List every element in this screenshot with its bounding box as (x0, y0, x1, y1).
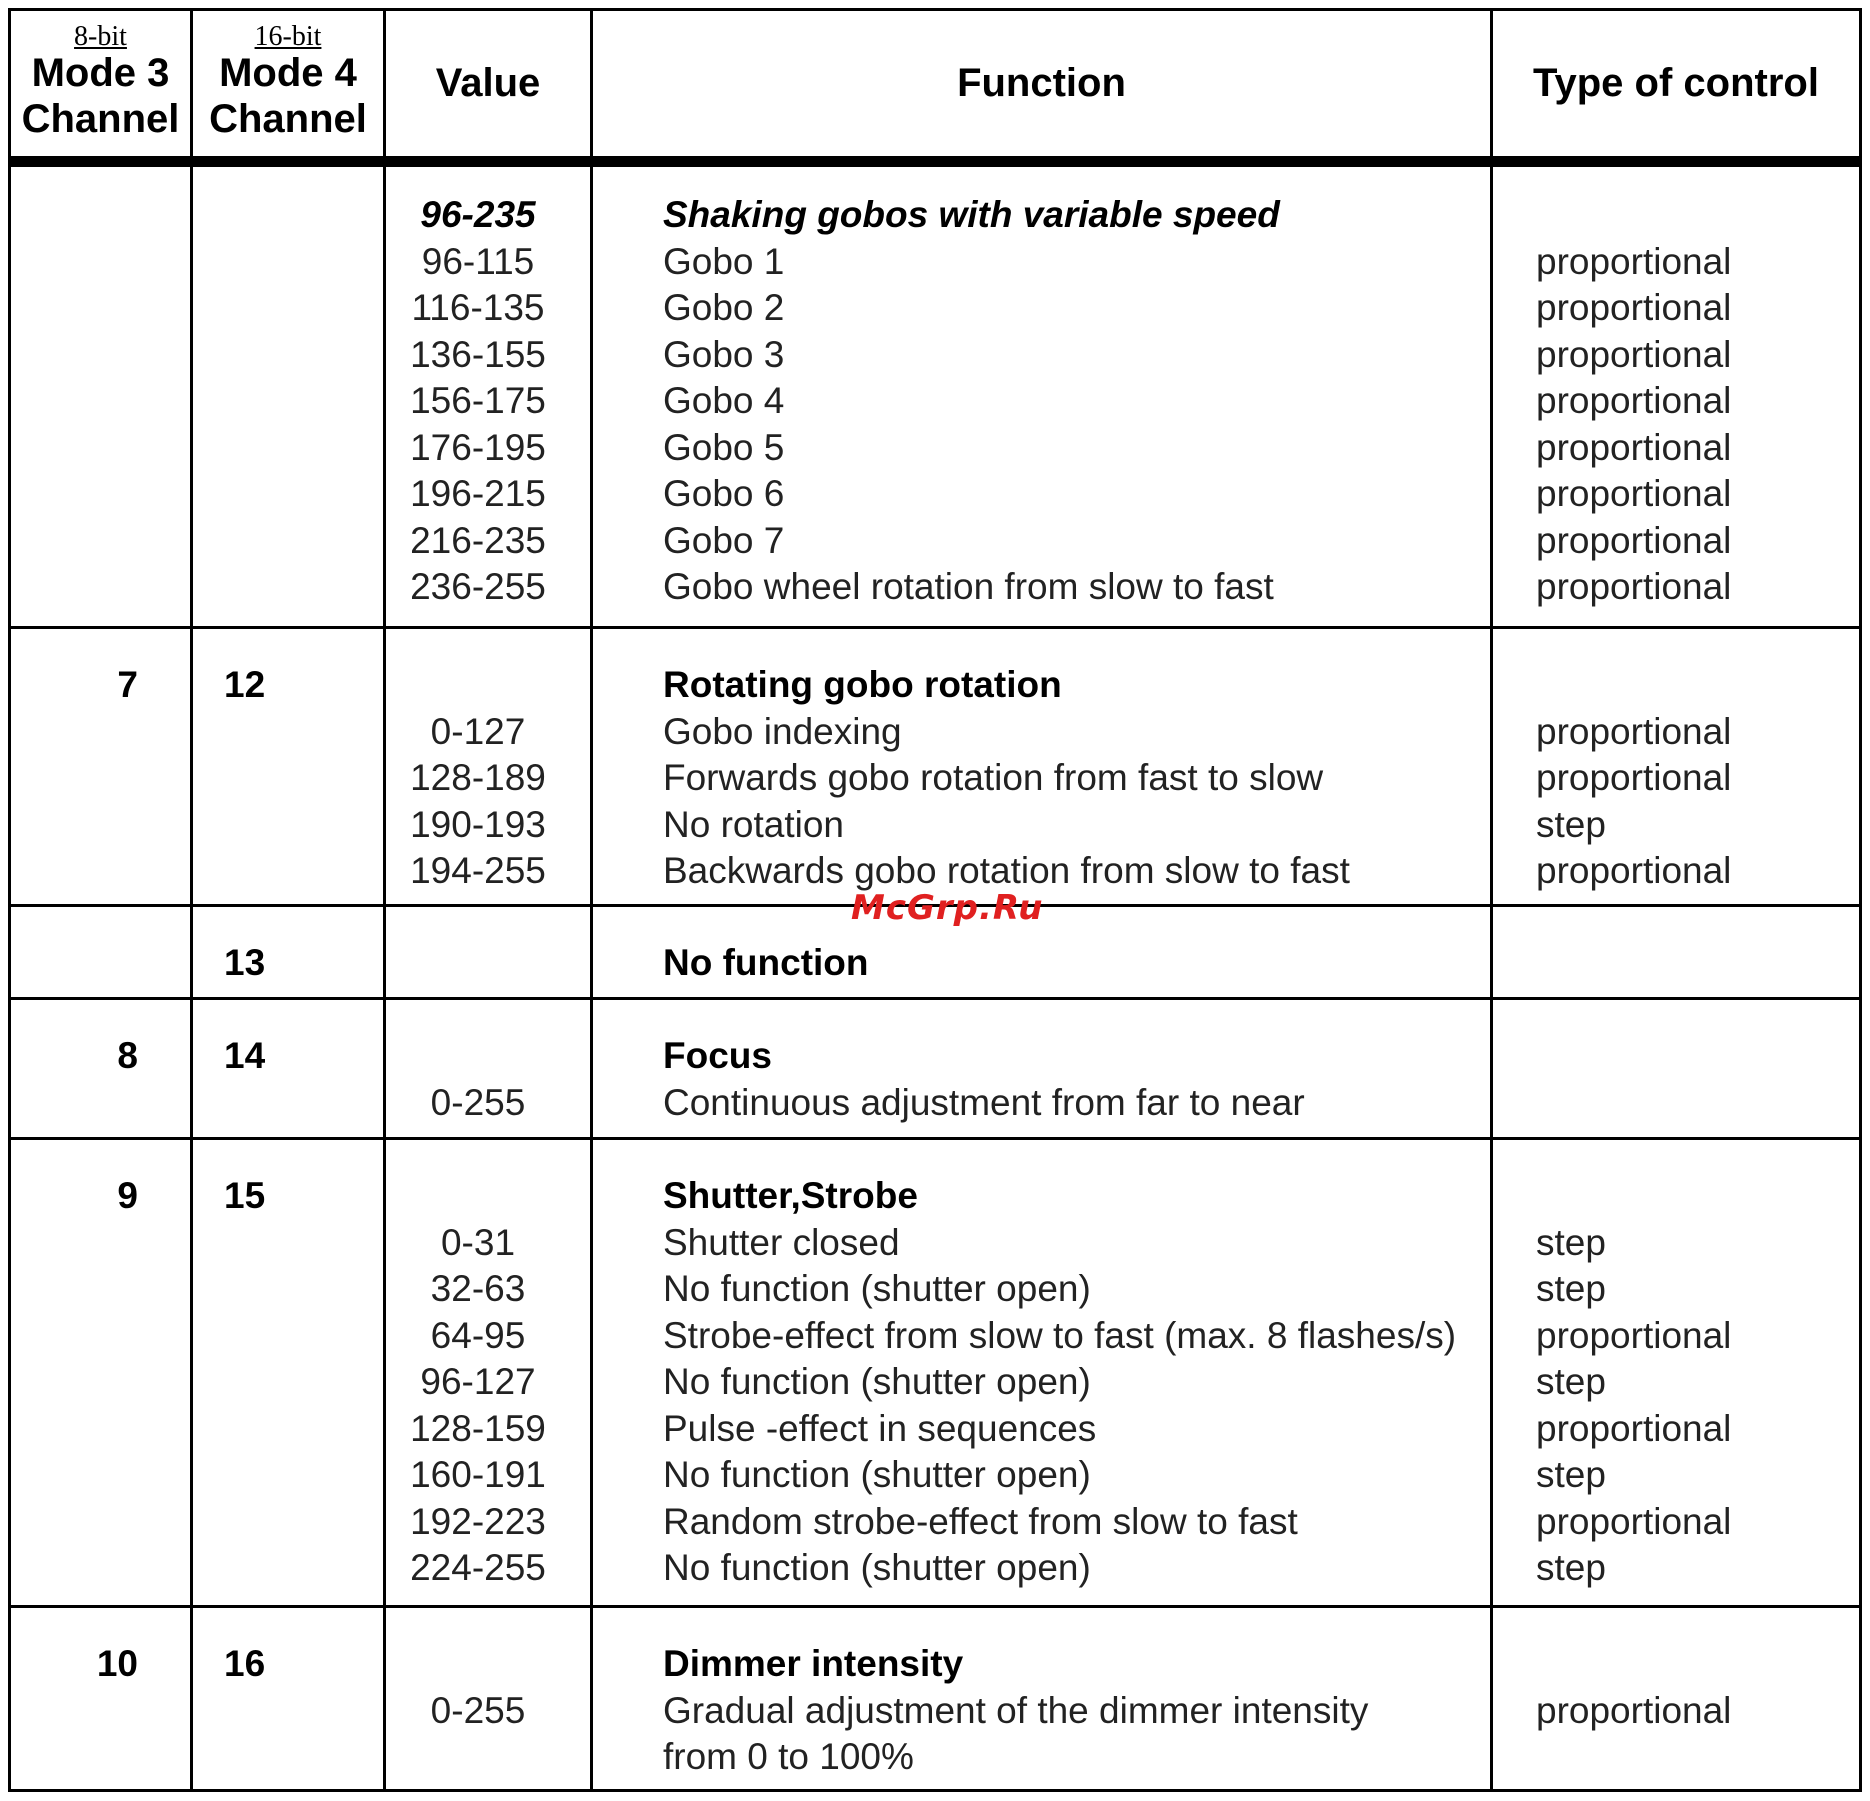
function-heading: Dimmer intensity (663, 1643, 964, 1684)
table-border-bottom (8, 1789, 1862, 1792)
header-mode3-channel (11, 8, 190, 158)
mode4-channel-number: 14 (224, 1035, 266, 1076)
value-range: 96-115 (421, 240, 535, 282)
control-type: proportional (1536, 426, 1732, 468)
mode4-channel-number: 12 (224, 664, 266, 705)
control-type: step (1536, 1268, 1606, 1309)
header-mode3-title: Mode 3 (31, 51, 170, 95)
table-border-left (8, 8, 11, 1792)
function-description: No rotation (663, 803, 844, 845)
header-type-of-control (1493, 8, 1859, 158)
column-divider (190, 8, 193, 1792)
header-channel-label: Channel (21, 97, 180, 141)
value-range: 64-95 (430, 1314, 526, 1356)
function-description: Gobo 4 (663, 380, 785, 421)
control-type: proportional (1536, 287, 1732, 328)
function-description: Gobo indexing (663, 710, 902, 752)
value-range: 96-235 (420, 194, 536, 235)
function-description: Gobo 3 (663, 333, 785, 375)
function-description: Gobo 2 (663, 287, 785, 328)
control-type: proportional (1536, 380, 1732, 421)
value-range: 0-31 (440, 1221, 516, 1263)
control-type: step (1536, 1221, 1606, 1263)
control-type: proportional (1536, 850, 1732, 891)
mode3-channel-number: 7 (117, 664, 138, 705)
dmx-channel-table (8, 8, 1862, 1792)
value-range: 116-135 (411, 287, 545, 328)
header-channel-label: Channel (209, 97, 367, 141)
control-type: proportional (1536, 566, 1732, 607)
header-function-label: Function (957, 61, 1126, 105)
function-heading: Shaking gobos with variable speed (663, 194, 1280, 235)
control-type: step (1536, 1454, 1606, 1495)
value-range: 176-195 (410, 426, 546, 468)
header-8bit-label: 8-bit (74, 21, 127, 52)
control-type: proportional (1536, 240, 1732, 282)
control-type: proportional (1536, 1500, 1732, 1542)
header-value (386, 8, 590, 158)
value-range: 216-235 (410, 519, 546, 561)
value-range: 0-127 (430, 710, 526, 752)
value-range: 236-255 (410, 566, 546, 607)
value-range: 128-189 (410, 757, 546, 798)
function-heading: No function (663, 942, 869, 983)
control-type: proportional (1536, 1689, 1732, 1731)
function-description: Gobo 5 (663, 426, 785, 468)
value-range: 190-193 (410, 803, 546, 845)
header-mode4-title: Mode 4 (219, 51, 357, 95)
value-range: 196-215 (410, 473, 546, 514)
function-description: from 0 to 100% (663, 1736, 914, 1777)
column-divider (1490, 8, 1493, 1792)
header-16bit-label: 16-bit (254, 21, 322, 52)
value-range: 156-175 (410, 380, 546, 421)
function-description: Gobo 1 (663, 240, 785, 282)
control-type: proportional (1536, 333, 1732, 375)
value-range: 96-127 (420, 1361, 536, 1402)
function-description: Random strobe-effect from slow to fast (663, 1500, 1298, 1542)
row-divider (8, 997, 1862, 1000)
function-description: Continuous adjustment from far to near (663, 1081, 1305, 1123)
value-range: 0-255 (430, 1689, 526, 1731)
function-description: Gobo wheel rotation from slow to fast (663, 566, 1274, 607)
control-type: proportional (1536, 519, 1732, 561)
value-range: 160-191 (410, 1454, 546, 1495)
mode3-channel-number: 10 (96, 1643, 138, 1684)
mode3-channel-number: 9 (117, 1175, 138, 1216)
value-range: 32-63 (430, 1268, 526, 1309)
header-mode4-channel (193, 8, 383, 158)
control-type: proportional (1536, 710, 1732, 752)
control-type: step (1536, 803, 1606, 845)
control-type: proportional (1536, 1407, 1732, 1449)
function-description: Gradual adjustment of the dimmer intensity (663, 1689, 1369, 1731)
column-divider (590, 8, 593, 1792)
function-description: No function (shutter open) (663, 1361, 1091, 1402)
mode4-channel-number: 13 (224, 942, 266, 983)
value-range: 194-255 (410, 850, 546, 891)
value-range: 192-223 (410, 1500, 546, 1542)
function-description: No function (shutter open) (663, 1547, 1091, 1588)
control-type: proportional (1536, 473, 1732, 514)
control-type: proportional (1536, 757, 1732, 798)
table-border-right (1859, 8, 1862, 1792)
mode3-channel-number: 8 (117, 1035, 138, 1076)
watermark: McGrp.Ru (851, 888, 1044, 928)
control-type: proportional (1536, 1314, 1732, 1356)
row-divider (8, 1137, 1862, 1140)
row-divider (8, 1605, 1862, 1608)
header-function (593, 8, 1490, 158)
function-description: Forwards gobo rotation from fast to slow (663, 757, 1324, 798)
value-range: 0-255 (430, 1081, 526, 1123)
mode4-channel-number: 15 (224, 1175, 266, 1216)
value-range: 136-155 (410, 333, 546, 375)
function-heading: Rotating gobo rotation (663, 664, 1062, 705)
function-heading: Focus (663, 1035, 772, 1076)
control-type: step (1536, 1361, 1606, 1402)
function-heading: Shutter,Strobe (663, 1175, 918, 1216)
header-value-label: Value (435, 61, 541, 105)
control-type: step (1536, 1547, 1606, 1588)
mode4-channel-number: 16 (224, 1643, 266, 1684)
value-range: 128-159 (410, 1407, 546, 1449)
row-divider (8, 626, 1862, 629)
header-type-label: Type of control (1533, 61, 1819, 105)
function-description: Gobo 6 (663, 473, 785, 514)
function-description: No function (shutter open) (663, 1268, 1091, 1309)
function-description: Pulse -effect in sequences (663, 1407, 1097, 1449)
value-range: 224-255 (410, 1547, 546, 1588)
function-description: Backwards gobo rotation from slow to fast (663, 850, 1350, 891)
function-description: Shutter closed (663, 1221, 900, 1263)
function-description: Strobe-effect from slow to fast (max. 8 flashes/s) (663, 1314, 1457, 1356)
function-description: Gobo 7 (663, 519, 785, 561)
function-description: No function (shutter open) (663, 1454, 1091, 1495)
